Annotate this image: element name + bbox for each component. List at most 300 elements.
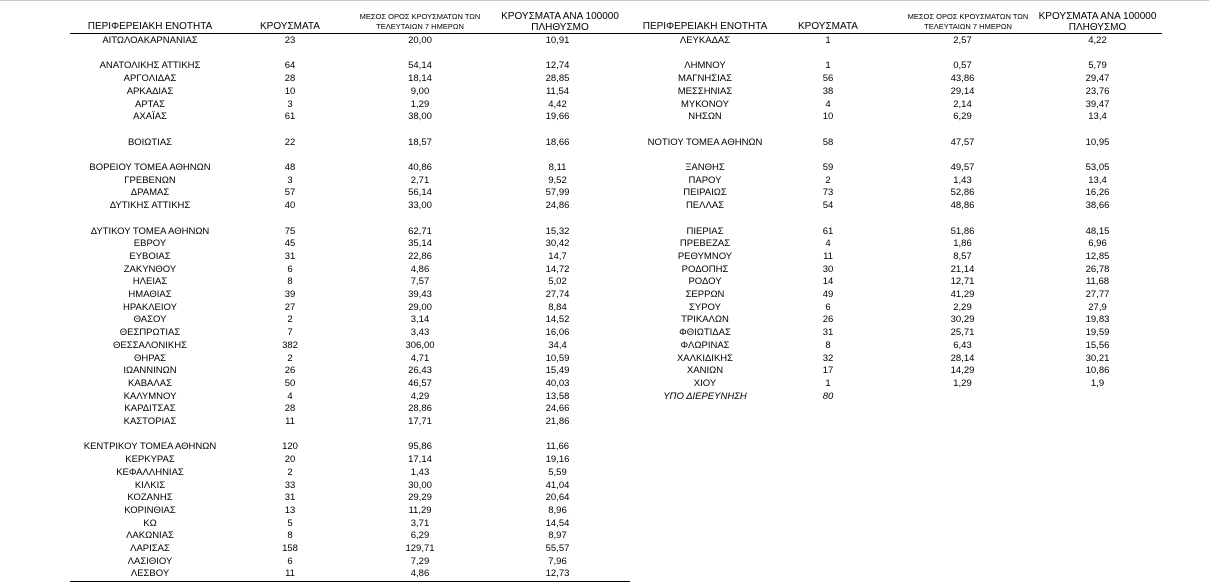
cell-region: ΣΕΡΡΩΝ bbox=[685, 289, 725, 300]
right-header-cases: ΚΡΟΥΣΜΑΤΑ bbox=[798, 21, 858, 32]
table-row bbox=[0, 340, 1209, 353]
cell-rate: 16,26 bbox=[1085, 187, 1110, 199]
cell-cases: 31 bbox=[822, 327, 834, 339]
cell-region: ΛΗΜΝΟΥ bbox=[684, 60, 726, 72]
cell-region: ΜΕΣΣΗΝΙΑΣ bbox=[677, 85, 733, 97]
right-header-rule bbox=[630, 33, 1162, 34]
cell-rate: 57,99 bbox=[545, 187, 570, 199]
cell-cases: 1 bbox=[825, 377, 831, 389]
cell-rate: 39,47 bbox=[1085, 98, 1110, 110]
cell-cases: 75 bbox=[284, 225, 296, 237]
table-row bbox=[0, 454, 640, 467]
cell-rate: 38,66 bbox=[1085, 200, 1110, 212]
cell-cases: 4 bbox=[287, 390, 293, 402]
cell-avg: 2,14 bbox=[953, 98, 972, 110]
left-header-region: ΠΕΡΙΦΕΡΕΙΑΚΗ ΕΝΟΤΗΤΑ bbox=[87, 21, 213, 32]
cell-rate: 13,4 bbox=[1088, 174, 1107, 186]
cell-region: ΘΑΣΟΥ bbox=[133, 314, 167, 326]
table-row bbox=[0, 378, 1209, 391]
cell-region: ΛΕΥΚΑΔΑΣ bbox=[679, 35, 731, 46]
cell-region: ΠΙΕΡΙΑΣ bbox=[686, 225, 724, 237]
cell-rate: 55,57 bbox=[545, 543, 570, 554]
cell-avg: 41,29 bbox=[950, 289, 975, 300]
cell-rate: 19,59 bbox=[1085, 327, 1110, 339]
cell-region: ΜΑΓΝΗΣΙΑΣ bbox=[678, 73, 732, 85]
cell-cases: 61 bbox=[284, 111, 296, 123]
cell-cases: 7 bbox=[287, 327, 293, 339]
right-header-avg7-line1: ΜΕΣΟΣ ΟΡΟΣ ΚΡΟΥΣΜΑΤΩΝ ΤΩΝ bbox=[907, 12, 1029, 21]
cell-cases: 31 bbox=[284, 492, 296, 504]
cell-rate: 15,49 bbox=[545, 365, 570, 377]
cell-cases: 40 bbox=[284, 200, 296, 212]
cell-region: ΥΠΟ ΔΙΕΡΕΥΝΗΣΗ bbox=[663, 390, 747, 402]
cell-avg: 54,14 bbox=[408, 60, 432, 72]
cell-avg: 4,29 bbox=[410, 390, 430, 402]
cell-rate: 19,83 bbox=[1085, 314, 1110, 326]
cell-region: ΧΑΛΚΙΔΙΚΗΣ bbox=[676, 352, 734, 364]
cell-cases: 382 bbox=[282, 339, 298, 351]
table-row bbox=[0, 543, 640, 556]
cell-avg: 4,86 bbox=[410, 568, 430, 580]
cell-avg: 28,86 bbox=[408, 403, 432, 415]
cell-region: ΦΘΙΩΤΙΔΑΣ bbox=[679, 327, 731, 339]
left-header-per100k bbox=[490, 11, 630, 33]
cell-region: ΖΑΚΥΝΘΟΥ bbox=[123, 263, 177, 275]
table-row bbox=[0, 187, 1209, 200]
table-row bbox=[0, 162, 1209, 175]
cell-rate: 15,32 bbox=[545, 225, 570, 237]
cell-rate: 21,86 bbox=[545, 416, 570, 427]
cell-avg: 52,86 bbox=[950, 187, 975, 199]
cell-region: ΛΑΚΩΝΙΑΣ bbox=[126, 530, 174, 542]
cell-region: ΠΕΙΡΑΙΩΣ bbox=[683, 187, 727, 199]
cell-rate: 4,42 bbox=[548, 98, 567, 110]
cell-rate: 23,76 bbox=[1085, 85, 1110, 97]
cell-region: ΘΗΡΑΣ bbox=[133, 352, 167, 364]
table-row bbox=[0, 480, 640, 493]
cell-rate: 14,72 bbox=[545, 263, 570, 275]
cell-cases: 54 bbox=[822, 200, 834, 212]
cell-region: ΚΙΛΚΙΣ bbox=[134, 479, 166, 491]
cell-region: ΑΧΑΪΑΣ bbox=[133, 111, 167, 123]
cell-region: ΠΑΡΟΥ bbox=[688, 174, 722, 186]
cell-region: ΚΕΦΑΛΛΗΝΙΑΣ bbox=[116, 466, 184, 478]
cell-region: ΚΑΡΔΙΤΣΑΣ bbox=[124, 403, 176, 415]
cell-avg: 7,57 bbox=[410, 276, 430, 288]
cell-cases: 39 bbox=[284, 289, 296, 300]
right-header-avg7 bbox=[893, 12, 1043, 32]
cell-rate: 53,05 bbox=[1085, 162, 1110, 173]
left-bottom-rule bbox=[70, 581, 630, 582]
cell-avg: 25,71 bbox=[950, 327, 975, 339]
cell-rate: 12,74 bbox=[545, 60, 570, 72]
cell-region: ΗΛΕΙΑΣ bbox=[132, 276, 168, 288]
cell-avg: 51,86 bbox=[950, 225, 975, 237]
right-header-per100k bbox=[1030, 11, 1165, 33]
cell-cases: 3 bbox=[287, 98, 293, 110]
cell-region: ΦΛΩΡΙΝΑΣ bbox=[680, 339, 730, 351]
cell-cases: 10 bbox=[284, 85, 296, 97]
table-row bbox=[0, 302, 1209, 315]
cell-rate: 48,15 bbox=[1085, 225, 1110, 237]
cell-rate: 13,4 bbox=[1088, 111, 1107, 123]
table-row bbox=[0, 327, 1209, 340]
right-header-per100k-line1: ΚΡΟΥΣΜΑΤΑ ΑΝΑ 100000 bbox=[1038, 11, 1157, 22]
cell-cases: 28 bbox=[284, 403, 296, 415]
cell-rate: 11,54 bbox=[545, 85, 570, 97]
cell-avg: 30,29 bbox=[950, 314, 975, 326]
cell-cases: 57 bbox=[284, 187, 296, 199]
table-row bbox=[0, 111, 1209, 124]
table-row bbox=[0, 35, 1209, 48]
cell-avg: 4,86 bbox=[410, 263, 430, 275]
cell-rate: 5,02 bbox=[548, 276, 567, 288]
table-row bbox=[0, 238, 1209, 251]
cell-region: ΑΡΤΑΣ bbox=[135, 98, 165, 110]
cell-rate: 18,66 bbox=[545, 136, 570, 148]
cell-rate: 7,96 bbox=[548, 555, 567, 567]
cell-cases: 11 bbox=[285, 568, 295, 580]
cell-rate: 11,68 bbox=[1085, 276, 1110, 288]
cell-rate: 41,04 bbox=[545, 479, 570, 491]
cell-region: ΣΥΡΟΥ bbox=[689, 301, 721, 313]
cell-region: ΡΟΔΟΠΗΣ bbox=[681, 263, 729, 275]
cell-cases: 1 bbox=[825, 35, 831, 46]
cell-rate: 20,64 bbox=[545, 492, 570, 504]
table-row bbox=[0, 226, 1209, 239]
cell-avg: 46,57 bbox=[408, 377, 432, 389]
cell-region: ΒΟΡΕΙΟΥ ΤΟΜΕΑ ΑΘΗΝΩΝ bbox=[89, 162, 211, 173]
cell-region: ΒΟΙΩΤΙΑΣ bbox=[127, 136, 173, 148]
cell-avg: 18,57 bbox=[408, 136, 432, 148]
right-header-per100k-line2: ΠΛΗΘΥΣΜΟ bbox=[1068, 22, 1127, 33]
cell-cases: 61 bbox=[822, 225, 834, 237]
cell-avg: 1,29 bbox=[953, 377, 972, 389]
cell-avg: 3,43 bbox=[410, 327, 430, 339]
cell-region: ΗΜΑΘΙΑΣ bbox=[128, 289, 172, 300]
cell-cases: 2 bbox=[287, 314, 293, 326]
cell-cases: 8 bbox=[287, 530, 293, 542]
cell-cases: 59 bbox=[822, 162, 834, 173]
cell-region: ΚΑΣΤΟΡΙΑΣ bbox=[123, 416, 177, 427]
cell-rate: 4,22 bbox=[1088, 35, 1107, 46]
cell-rate: 27,74 bbox=[545, 289, 570, 300]
cell-region: ΕΒΡΟΥ bbox=[133, 238, 167, 250]
table-row bbox=[0, 251, 1209, 264]
cell-avg: 33,00 bbox=[408, 200, 432, 212]
cell-avg: 62,71 bbox=[408, 225, 432, 237]
cell-cases: 14 bbox=[822, 276, 834, 288]
left-header-avg7-line2: ΤΕΛΕΥΤΑΙΩΝ 7 ΗΜΕΡΩΝ bbox=[376, 22, 464, 31]
cell-rate: 10,86 bbox=[1085, 365, 1110, 377]
cell-rate: 24,66 bbox=[545, 403, 570, 415]
cell-region: ΔΥΤΙΚΟΥ ΤΟΜΕΑ ΑΘΗΝΩΝ bbox=[90, 225, 210, 237]
cell-cases: 32 bbox=[822, 352, 834, 364]
cell-avg: 14,29 bbox=[950, 365, 975, 377]
cell-avg: 29,14 bbox=[950, 85, 975, 97]
cell-cases: 13 bbox=[284, 504, 296, 516]
cell-avg: 6,43 bbox=[953, 339, 972, 351]
cell-cases: 120 bbox=[282, 441, 298, 453]
cell-region: ΑΡΚΑΔΙΑΣ bbox=[126, 85, 174, 97]
cell-avg: 6,29 bbox=[410, 530, 430, 542]
cell-avg: 2,57 bbox=[953, 35, 972, 46]
cell-region: ΚΟΡΙΝΘΙΑΣ bbox=[124, 504, 176, 516]
cell-rate: 1,9 bbox=[1090, 377, 1105, 389]
cell-cases: 49 bbox=[822, 289, 834, 300]
cell-cases: 2 bbox=[287, 466, 293, 478]
cell-cases: 8 bbox=[287, 276, 293, 288]
table-row bbox=[0, 556, 640, 569]
right-header-avg7-line2: ΤΕΛΕΥΤΑΙΩΝ 7 ΗΜΕΡΩΝ bbox=[924, 22, 1012, 31]
cell-cases: 45 bbox=[284, 238, 296, 250]
cell-region: ΚΑΒΑΛΑΣ bbox=[128, 377, 172, 389]
cell-region: ΗΡΑΚΛΕΙΟΥ bbox=[123, 301, 177, 313]
cell-region: ΝΟΤΙΟΥ ΤΟΜΕΑ ΑΘΗΝΩΝ bbox=[647, 136, 763, 148]
cell-cases: 80 bbox=[822, 390, 834, 402]
left-header-avg7-line1: ΜΕΣΟΣ ΟΡΟΣ ΚΡΟΥΣΜΑΤΩΝ ΤΩΝ bbox=[359, 12, 481, 21]
table-row bbox=[0, 200, 1209, 213]
cell-avg: 2,29 bbox=[953, 301, 972, 313]
cell-rate: 27,77 bbox=[1085, 289, 1110, 300]
right-header-region: ΠΕΡΙΦΕΡΕΙΑΚΗ ΕΝΟΤΗΤΑ bbox=[642, 21, 768, 32]
right-table bbox=[0, 35, 1209, 435]
left-header-per100k-line1: ΚΡΟΥΣΜΑΤΑ ΑΝΑ 100000 bbox=[501, 11, 619, 22]
cell-cases: 27 bbox=[284, 301, 296, 313]
left-header-cases: ΚΡΟΥΣΜΑΤΑ bbox=[260, 21, 320, 32]
cell-rate: 5,59 bbox=[548, 466, 567, 478]
table-row bbox=[0, 505, 640, 518]
cell-cases: 31 bbox=[284, 250, 296, 262]
cell-region: ΔΥΤΙΚΗΣ ΑΤΤΙΚΗΣ bbox=[109, 200, 191, 212]
cell-avg: 6,29 bbox=[953, 111, 972, 123]
cell-avg: 35,14 bbox=[408, 238, 432, 250]
cell-cases: 2 bbox=[825, 174, 831, 186]
cell-cases: 6 bbox=[287, 555, 293, 567]
cell-avg: 1,86 bbox=[953, 238, 972, 250]
left-header-per100k-line2: ΠΛΗΘΥΣΜΟ bbox=[531, 22, 589, 33]
cell-region: ΑΙΤΩΛΟΑΚΑΡΝΑΝΙΑΣ bbox=[102, 35, 198, 46]
cell-avg: 18,14 bbox=[408, 73, 432, 85]
cell-cases: 23 bbox=[284, 35, 296, 46]
cell-region: ΚΟΖΑΝΗΣ bbox=[127, 492, 173, 504]
table-row bbox=[0, 353, 1209, 366]
cell-region: ΜΥΚΟΝΟΥ bbox=[681, 98, 729, 110]
cell-rate: 11,66 bbox=[545, 441, 570, 453]
cell-avg: 17,71 bbox=[408, 416, 432, 427]
cell-avg: 4,71 bbox=[410, 352, 430, 364]
table-row bbox=[0, 492, 640, 505]
cell-region: ΑΝΑΤΟΛΙΚΗΣ ΑΤΤΙΚΗΣ bbox=[99, 60, 201, 72]
table-row bbox=[0, 175, 1209, 188]
cell-avg: 47,57 bbox=[950, 136, 975, 148]
cell-cases: 50 bbox=[284, 377, 296, 389]
cell-cases: 26 bbox=[284, 365, 296, 377]
cell-rate: 29,47 bbox=[1085, 73, 1110, 85]
cell-cases: 3 bbox=[287, 174, 293, 186]
cell-rate: 14,54 bbox=[545, 517, 570, 529]
cell-rate: 34,4 bbox=[548, 339, 567, 351]
cell-cases: 11 bbox=[285, 416, 295, 427]
cell-rate: 5,79 bbox=[1088, 60, 1107, 72]
cell-avg: 26,43 bbox=[408, 365, 432, 377]
cell-rate: 13,58 bbox=[545, 390, 570, 402]
cell-rate: 10,95 bbox=[1085, 136, 1110, 148]
table-row bbox=[0, 137, 1209, 150]
cell-region: ΞΑΝΘΗΣ bbox=[685, 162, 725, 173]
cell-rate: 14,52 bbox=[545, 314, 570, 326]
table-row bbox=[0, 99, 1209, 112]
cell-rate: 8,11 bbox=[548, 162, 567, 173]
cell-cases: 8 bbox=[825, 339, 831, 351]
cell-rate: 9,52 bbox=[548, 174, 567, 186]
table-row bbox=[0, 568, 640, 581]
cell-avg: 49,57 bbox=[950, 162, 975, 173]
cell-cases: 56 bbox=[822, 73, 834, 85]
cell-cases: 22 bbox=[284, 136, 296, 148]
cell-avg: 8,57 bbox=[953, 250, 972, 262]
cell-rate: 28,85 bbox=[545, 73, 570, 85]
cell-cases: 2 bbox=[287, 352, 293, 364]
cell-avg: 28,14 bbox=[950, 352, 975, 364]
left-header-rule bbox=[70, 33, 630, 34]
table-row bbox=[0, 73, 1209, 86]
cell-rate: 24,86 bbox=[545, 200, 570, 212]
cell-region: ΧΙΟΥ bbox=[693, 377, 717, 389]
cell-rate: 40,03 bbox=[545, 377, 570, 389]
cell-cases: 48 bbox=[284, 162, 296, 173]
cell-region: ΘΕΣΣΑΛΟΝΙΚΗΣ bbox=[113, 339, 187, 351]
cell-region: ΚΕΝΤΡΙΚΟΥ ΤΟΜΕΑ ΑΘΗΝΩΝ bbox=[83, 441, 217, 453]
cell-cases: 28 bbox=[284, 73, 296, 85]
cell-avg: 1,43 bbox=[410, 466, 430, 478]
cell-rate: 12,73 bbox=[545, 568, 570, 580]
cell-cases: 64 bbox=[284, 60, 296, 72]
cell-rate: 8,84 bbox=[548, 301, 567, 313]
cell-avg: 39,43 bbox=[408, 289, 432, 300]
cell-region: ΧΑΝΙΩΝ bbox=[686, 365, 724, 377]
cell-avg: 17,14 bbox=[408, 454, 432, 466]
table-row bbox=[0, 60, 1209, 73]
cell-avg: 48,86 bbox=[950, 200, 975, 212]
cell-region: ΙΩΑΝΝΙΝΩΝ bbox=[123, 365, 177, 377]
cell-cases: 58 bbox=[822, 136, 834, 148]
table-row bbox=[0, 314, 1209, 327]
cell-rate: 14,7 bbox=[548, 250, 567, 262]
cell-avg: 56,14 bbox=[408, 187, 432, 199]
cell-region: ΛΑΣΙΘΙΟΥ bbox=[127, 555, 173, 567]
cell-rate: 10,59 bbox=[545, 352, 570, 364]
cell-region: ΓΡΕΒΕΝΩΝ bbox=[124, 174, 176, 186]
cell-avg: 3,71 bbox=[410, 517, 430, 529]
cell-avg: 29,00 bbox=[408, 301, 432, 313]
cell-rate: 8,97 bbox=[548, 530, 567, 542]
cell-rate: 8,96 bbox=[548, 504, 567, 516]
cell-rate: 6,96 bbox=[1088, 238, 1107, 250]
cell-region: ΘΕΣΠΡΩΤΙΑΣ bbox=[119, 327, 181, 339]
cell-cases: 4 bbox=[825, 238, 831, 250]
table-row bbox=[0, 264, 1209, 277]
cell-region: ΠΡΕΒΕΖΑΣ bbox=[679, 238, 731, 250]
cell-avg: 7,29 bbox=[410, 555, 430, 567]
cell-cases: 10 bbox=[822, 111, 834, 123]
cell-region: ΡΕΘΥΜΝΟΥ bbox=[677, 250, 733, 262]
cell-avg: 0,57 bbox=[953, 60, 972, 72]
cell-avg: 1,43 bbox=[953, 174, 972, 186]
cell-avg: 1,29 bbox=[410, 98, 430, 110]
cell-region: ΝΗΣΩΝ bbox=[688, 111, 722, 123]
table-row bbox=[0, 276, 1209, 289]
cell-avg: 11,29 bbox=[408, 504, 432, 516]
cell-cases: 33 bbox=[284, 479, 296, 491]
cell-avg: 9,00 bbox=[410, 85, 430, 97]
cell-region: ΡΟΔΟΥ bbox=[688, 276, 722, 288]
cell-region: ΚΕΡΚΥΡΑΣ bbox=[125, 454, 175, 466]
cell-cases: 6 bbox=[825, 301, 831, 313]
table-row bbox=[0, 441, 640, 454]
cell-avg: 306,00 bbox=[405, 339, 435, 351]
cell-region: ΔΡΑΜΑΣ bbox=[130, 187, 170, 199]
cell-rate: 19,16 bbox=[545, 454, 570, 466]
cell-cases: 17 bbox=[822, 365, 834, 377]
table-row bbox=[0, 518, 640, 531]
cell-rate: 16,06 bbox=[545, 327, 570, 339]
cell-rate: 30,21 bbox=[1085, 352, 1110, 364]
cell-cases: 20 bbox=[284, 454, 296, 466]
cell-region: ΛΕΣΒΟΥ bbox=[130, 568, 170, 580]
cell-cases: 30 bbox=[822, 263, 834, 275]
table-row bbox=[0, 530, 640, 543]
cell-avg: 22,86 bbox=[408, 250, 432, 262]
cell-avg: 21,14 bbox=[950, 263, 975, 275]
cell-cases: 38 bbox=[822, 85, 834, 97]
cell-region: ΠΕΛΛΑΣ bbox=[685, 200, 725, 212]
cell-cases: 1 bbox=[825, 60, 831, 72]
cell-cases: 5 bbox=[287, 517, 293, 529]
table-row bbox=[0, 86, 1209, 99]
table-row bbox=[0, 289, 1209, 302]
top-border bbox=[0, 0, 1209, 1]
cell-avg: 129,71 bbox=[405, 543, 435, 554]
cell-rate: 15,56 bbox=[1085, 339, 1110, 351]
left-header-avg7 bbox=[345, 12, 495, 32]
cell-avg: 40,86 bbox=[408, 162, 432, 173]
cell-avg: 38,00 bbox=[408, 111, 432, 123]
cell-region: ΚΩ bbox=[143, 517, 157, 529]
cell-region: ΑΡΓΟΛΙΔΑΣ bbox=[123, 73, 177, 85]
table-row bbox=[0, 467, 640, 480]
cell-rate: 12,85 bbox=[1085, 250, 1110, 262]
cell-cases: 26 bbox=[822, 314, 834, 326]
cell-avg: 20,00 bbox=[408, 35, 432, 46]
table-row bbox=[0, 391, 1209, 404]
cell-rate: 27,9 bbox=[1088, 301, 1107, 313]
cell-cases: 4 bbox=[825, 98, 831, 110]
cell-region: ΛΑΡΙΣΑΣ bbox=[130, 543, 170, 554]
cell-region: ΕΥΒΟΙΑΣ bbox=[129, 250, 171, 262]
cell-avg: 12,71 bbox=[950, 276, 975, 288]
cell-rate: 30,42 bbox=[545, 238, 570, 250]
cell-avg: 29,29 bbox=[408, 492, 432, 504]
cell-region: ΚΑΛΥΜΝΟΥ bbox=[123, 390, 177, 402]
cell-cases: 73 bbox=[822, 187, 834, 199]
cell-region: ΤΡΙΚΑΛΩΝ bbox=[681, 314, 729, 326]
cell-avg: 30,00 bbox=[408, 479, 432, 491]
cell-rate: 10,91 bbox=[545, 35, 570, 46]
cell-avg: 43,86 bbox=[950, 73, 975, 85]
cell-cases: 158 bbox=[282, 543, 298, 554]
cell-avg: 95,86 bbox=[408, 441, 432, 453]
